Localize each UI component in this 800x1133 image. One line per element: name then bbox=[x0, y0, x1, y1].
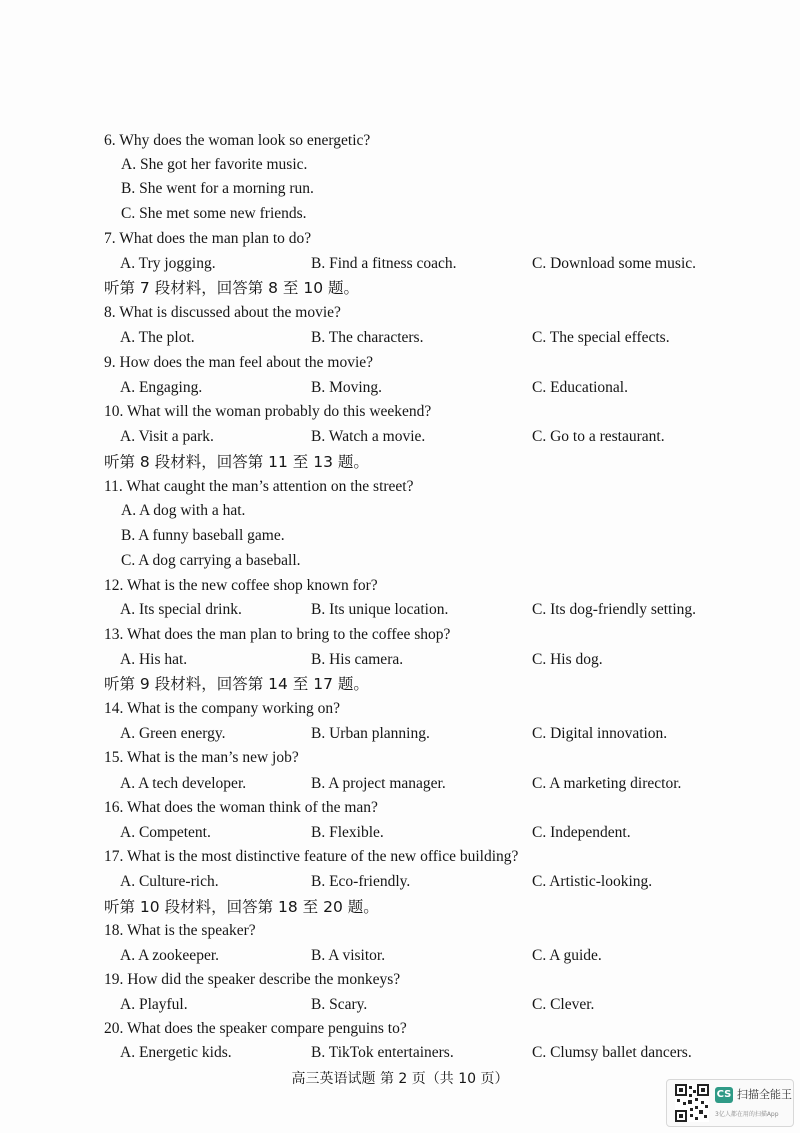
question-stem: 19. How did the speaker describe the monkeys? bbox=[104, 971, 401, 988]
option-c: C. The special effects. bbox=[532, 329, 670, 346]
question-stem: 10. What will the woman probably do this weekend? bbox=[104, 403, 432, 420]
section-instruction: 听第 10 段材料，回答第 18 至 20 题。 bbox=[104, 898, 379, 916]
question-stem: 16. What does the woman think of the man? bbox=[104, 799, 378, 816]
option-a: A. Energetic kids. bbox=[120, 1044, 232, 1061]
option-b: B. Flexible. bbox=[311, 824, 384, 841]
section-instruction: 听第 9 段材料，回答第 14 至 17 题。 bbox=[104, 675, 369, 693]
option-c: C. Artistic-looking. bbox=[532, 873, 653, 890]
question-stem: 13. What does the man plan to bring to the coffee shop? bbox=[104, 626, 451, 643]
question-stem: 9. How does the man feel about the movie? bbox=[104, 354, 374, 371]
option-b: B. A funny baseball game. bbox=[121, 527, 285, 544]
option-a: A. Green energy. bbox=[120, 725, 226, 742]
option-a: A. Culture-rich. bbox=[120, 873, 219, 890]
option-a: A. Try jogging. bbox=[120, 255, 216, 272]
option-b: B. Its unique location. bbox=[311, 601, 449, 618]
option-a: A. His hat. bbox=[120, 651, 188, 668]
option-c: C. She met some new friends. bbox=[121, 205, 307, 222]
option-c: C. A dog carrying a baseball. bbox=[121, 552, 301, 569]
option-a: A. Competent. bbox=[120, 824, 211, 841]
question-stem: 18. What is the speaker? bbox=[104, 922, 256, 939]
page-footer: 高三英语试题 第 2 页（共 10 页） bbox=[291, 1071, 509, 1087]
camscanner-logo: CS bbox=[715, 1087, 733, 1103]
scanner-watermark bbox=[666, 1079, 794, 1127]
option-b: B. A project manager. bbox=[311, 775, 446, 792]
question-stem: 20. What does the speaker compare penguins to? bbox=[104, 1020, 407, 1037]
option-c: C. Digital innovation. bbox=[532, 725, 668, 742]
option-a: A. She got her favorite music. bbox=[121, 156, 308, 173]
question-stem: 11. What caught the man’s attention on the street? bbox=[104, 478, 414, 495]
option-a: A. Visit a park. bbox=[120, 428, 214, 445]
question-stem: 15. What is the man’s new job? bbox=[104, 749, 299, 766]
option-c: C. A marketing director. bbox=[532, 775, 682, 792]
option-c: C. Its dog-friendly setting. bbox=[532, 601, 697, 618]
option-b: B. Find a fitness coach. bbox=[311, 255, 457, 272]
option-b: B. His camera. bbox=[311, 651, 404, 668]
question-stem: 8. What is discussed about the movie? bbox=[104, 304, 341, 321]
option-a: A. Playful. bbox=[120, 996, 188, 1013]
option-b: B. Eco-friendly. bbox=[311, 873, 411, 890]
option-c: C. A guide. bbox=[532, 947, 602, 964]
option-b: B. Watch a movie. bbox=[311, 428, 426, 445]
option-a: A. Engaging. bbox=[120, 379, 203, 396]
option-b: B. A visitor. bbox=[311, 947, 386, 964]
option-b: B. The characters. bbox=[311, 329, 424, 346]
scanner-tagline: 3亿人都在用的扫描App bbox=[715, 1111, 779, 1118]
question-stem: 12. What is the new coffee shop known for? bbox=[104, 577, 378, 594]
option-c: C. Go to a restaurant. bbox=[532, 428, 665, 445]
question-stem: 17. What is the most distinctive feature of the new office building? bbox=[104, 848, 519, 865]
option-a: A. A dog with a hat. bbox=[121, 502, 246, 519]
option-c: C. His dog. bbox=[532, 651, 603, 668]
option-b: B. Moving. bbox=[311, 379, 383, 396]
qr-code-icon bbox=[675, 1084, 709, 1122]
option-c: C. Clumsy ballet dancers. bbox=[532, 1044, 692, 1061]
option-b: B. TikTok entertainers. bbox=[311, 1044, 454, 1061]
section-instruction: 听第 8 段材料，回答第 11 至 13 题。 bbox=[104, 453, 369, 471]
section-instruction: 听第 7 段材料，回答第 8 至 10 题。 bbox=[104, 279, 360, 297]
option-a: A. A zookeeper. bbox=[120, 947, 220, 964]
option-c: C. Educational. bbox=[532, 379, 628, 396]
question-stem: 6. Why does the woman look so energetic? bbox=[104, 132, 371, 149]
option-b: B. Scary. bbox=[311, 996, 368, 1013]
option-b: B. Urban planning. bbox=[311, 725, 430, 742]
option-a: A. The plot. bbox=[120, 329, 195, 346]
option-a: A. A tech developer. bbox=[120, 775, 247, 792]
question-stem: 7. What does the man plan to do? bbox=[104, 230, 312, 247]
option-a: A. Its special drink. bbox=[120, 601, 242, 618]
option-c: C. Clever. bbox=[532, 996, 595, 1013]
question-stem: 14. What is the company working on? bbox=[104, 700, 341, 717]
option-b: B. She went for a morning run. bbox=[121, 180, 314, 197]
option-c: C. Independent. bbox=[532, 824, 631, 841]
option-c: C. Download some music. bbox=[532, 255, 697, 272]
scanner-brand-name: 扫描全能王 bbox=[737, 1088, 792, 1101]
